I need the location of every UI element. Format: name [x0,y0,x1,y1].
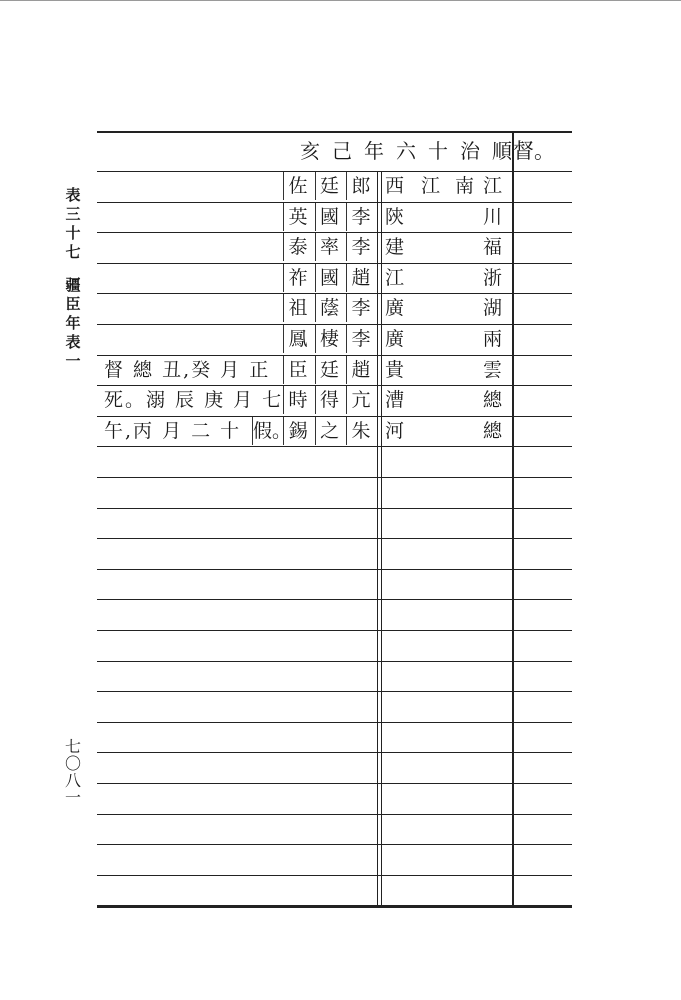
table-row-rule [97,630,572,631]
table-top-rule [97,131,572,133]
name-char: 祚 [283,264,312,292]
name-char: 國 [315,203,344,231]
name-char: 假。 [252,417,281,445]
table-row-rule [97,783,572,784]
name-char: 鳳 [283,325,312,353]
province-char: 兩 [483,328,503,350]
side-char: 一 [65,352,81,370]
annotation: 督 總 丑,癸 月 正 [104,359,271,381]
side-char: 年 [65,314,81,332]
name-char: 之 [315,417,344,445]
province-char: 貴 [385,359,405,381]
province-char: 西 [385,175,405,197]
official-name [283,172,375,200]
page-top-rule [0,0,681,1]
province-char: 福 [483,236,503,258]
name-char: 趙 [346,264,375,292]
province-char: 雲 [483,359,503,381]
province-char: 湖 [483,297,503,319]
province-char: 建 [385,236,405,258]
annotation: 午,丙 月 二 十 [104,420,242,442]
province-char: 江 [421,175,441,197]
name-char: 廷 [315,172,344,200]
side-char: 三 [65,205,81,223]
province-char: 廣 [385,328,405,350]
table-row-rule [97,508,572,509]
name-char: 郎 [346,172,375,200]
official-name [283,264,375,292]
name-char: 佐 [283,172,312,200]
province-char: 陝 [385,206,405,228]
side-char: 表 [65,186,81,204]
name-char: 錫 [283,417,312,445]
name-char: 棲 [315,325,344,353]
name-char: 朱 [346,417,375,445]
side-title [58,186,88,371]
table-row-rule [97,477,572,478]
official-name [283,325,375,353]
table-row-rule [97,691,572,692]
province-char: 廣 [385,297,405,319]
province-char: 江 [483,175,503,197]
official-name [252,417,375,445]
side-char: 疆 [65,276,81,294]
province-char: 漕 [385,389,405,411]
page-number-char: 〇 [64,754,81,773]
annotation: 死。溺 辰 庚 月 七 [104,389,284,411]
table-row-rule [97,569,572,570]
side-char: 臣 [65,295,81,313]
official-name [283,203,375,231]
name-char: 英 [283,203,312,231]
province-char: 南 [455,175,475,197]
table-row-rule [97,446,572,447]
official-name [283,356,375,384]
office-header: 督。 [513,139,555,163]
table-row-rule [97,599,572,600]
table-row-rule [97,814,572,815]
name-char: 時 [283,386,312,414]
side-char: 七 [65,243,81,261]
column-divider [381,171,382,906]
name-char: 李 [346,203,375,231]
province-char: 江 [385,267,405,289]
province-char: 川 [483,206,503,228]
table-row-rule [97,875,572,876]
province-char: 總 [483,389,503,411]
official-name [283,233,375,261]
official-name [283,386,375,414]
name-char: 李 [346,233,375,261]
province-char: 河 [385,420,405,442]
page-number-char: 七 [64,737,81,756]
name-char: 泰 [283,233,312,261]
table-row-rule [97,752,572,753]
page-number [58,738,88,806]
table-bottom-rule [97,906,572,908]
table-row-rule [97,722,572,723]
name-char: 廷 [315,356,344,384]
year-header: 亥己年六十治順 [300,139,524,163]
name-char: 李 [346,294,375,322]
name-char: 臣 [283,356,312,384]
name-char: 李 [346,325,375,353]
table-row-rule [97,844,572,845]
name-char: 亢 [346,386,375,414]
official-name [283,294,375,322]
province-char: 浙 [483,267,503,289]
name-char: 得 [315,386,344,414]
table-row-rule [97,538,572,539]
name-char: 國 [315,264,344,292]
name-char: 蔭 [315,294,344,322]
name-char: 趙 [346,356,375,384]
column-divider [377,171,378,906]
table-row-rule [97,661,572,662]
page-number-char: 八 [64,771,81,790]
side-char: 十 [65,224,81,242]
province-char: 總 [483,420,503,442]
side-char: 表 [65,333,81,351]
page-number-char: 一 [64,788,81,807]
name-char: 祖 [283,294,312,322]
column-divider [512,131,514,906]
name-char: 率 [315,233,344,261]
